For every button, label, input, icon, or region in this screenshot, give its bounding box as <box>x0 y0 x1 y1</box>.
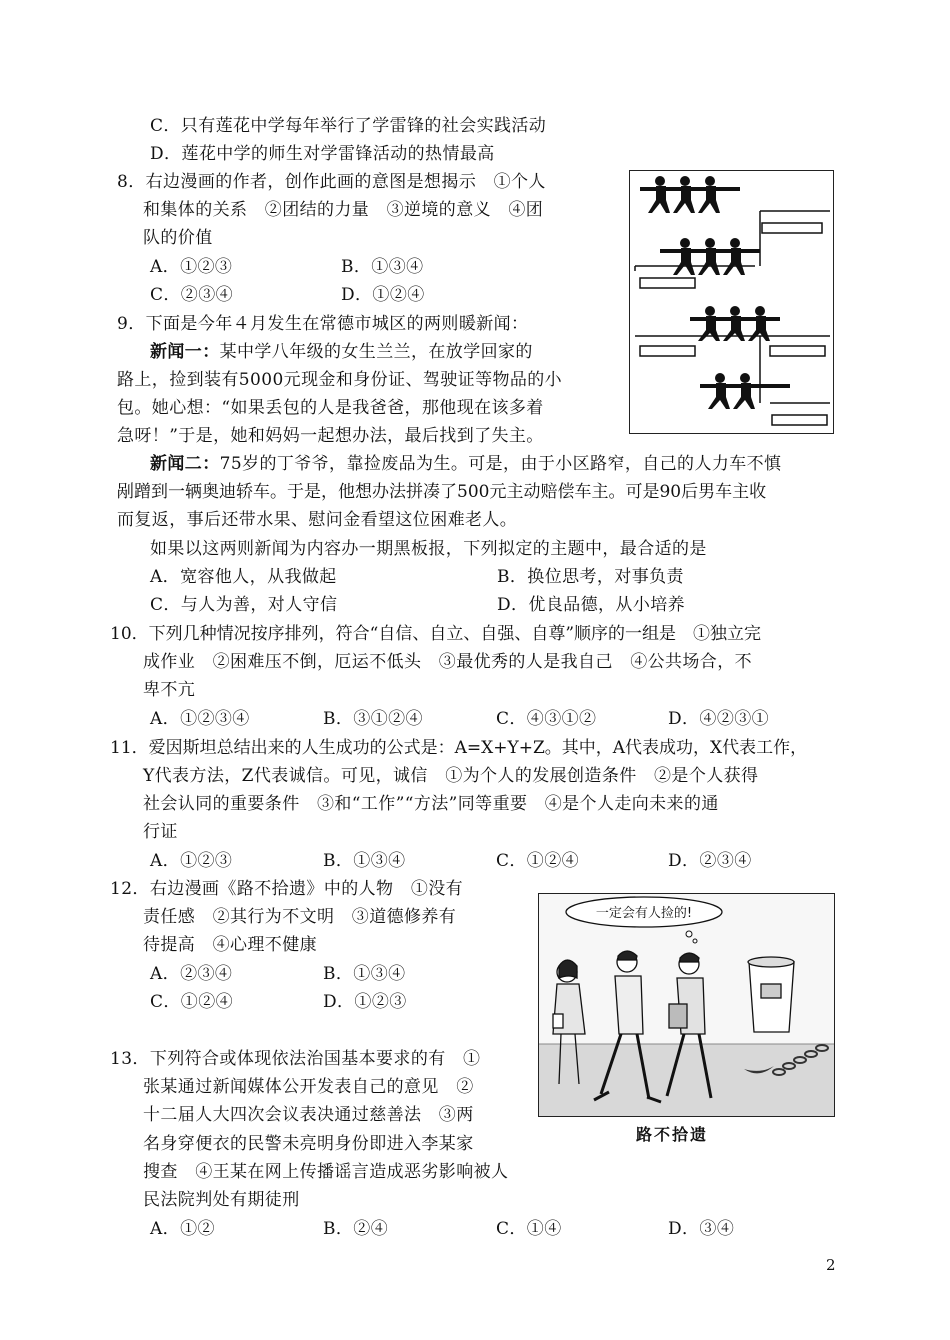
news2-label: 新闻二： <box>150 454 220 474</box>
q13-stem-line2: 张某通过新闻媒体公开发表自己的意见 ② <box>143 1077 474 1097</box>
q9-news1-line1 <box>150 338 533 366</box>
bubble-text: 一定会有人捡的! <box>595 906 693 921</box>
q9-option-b: B．换位思考，对事负责 <box>497 567 684 587</box>
q12-stem-line3: 待提高 ④心理不健康 <box>143 935 317 955</box>
q13-option-b: B．②④ <box>323 1219 389 1239</box>
q9-news1-line2: 路上，捡到装有5000元现金和身份证、驾驶证等物品的小 <box>117 370 563 390</box>
q13-option-d: D．③④ <box>668 1219 735 1239</box>
q8-option-a: A．①②③ <box>150 257 233 277</box>
q11-stem-line1: 11．爱因斯坦总结出来的人生成功的公式是：A=X+Y+Z。其中，A代表成功，X代表工作， <box>110 738 808 758</box>
q13-option-c: C．①④ <box>496 1219 562 1239</box>
cartoon-caption: 路不拾遗 <box>636 1125 709 1144</box>
news1-label: 新闻一： <box>150 342 220 362</box>
page-number: 2 <box>826 1256 836 1274</box>
q11-option-d: D．②③④ <box>668 851 752 871</box>
q12-stem-line1: 12．右边漫画《路不拾遗》中的人物 ①没有 <box>110 879 464 899</box>
q11-stem-line3: 社会认同的重要条件 ③和“工作”“方法”同等重要 ④是个人走向未来的通 <box>143 794 719 814</box>
q12-stem-line2: 责任感 ②其行为不文明 ③道德修养有 <box>143 907 457 927</box>
q8-stem-line1: 8．右边漫画的作者，创作此画的意图是想揭示 ①个人 <box>117 172 546 192</box>
q13-stem-line1: 13．下列符合或体现依法治国基本要求的有 ① <box>110 1049 481 1069</box>
q11-stem-line4: 行证 <box>143 822 178 842</box>
q10-stem-line3: 卑不亢 <box>143 680 196 700</box>
q7-option-d: D．莲花中学的师生对学雷锋活动的热情最高 <box>150 144 495 164</box>
q8-option-b: B．①③④ <box>341 257 424 277</box>
q12-option-d: D．①②③ <box>323 992 407 1012</box>
q11-option-b: B．①③④ <box>323 851 406 871</box>
q10-option-b: B．③①②④ <box>323 709 423 729</box>
q8-option-d: D．①②④ <box>341 285 425 305</box>
q11-option-a: A．①②③ <box>150 851 233 871</box>
q9-stem: 9．下面是今年４月发生在常德市城区的两则暖新闻： <box>117 314 529 334</box>
q8-stem-line2: 和集体的关系 ②团结的力量 ③逆境的意义 ④团 <box>143 200 544 220</box>
q10-option-c: C．④③①② <box>496 709 597 729</box>
q12-option-c: C．①②④ <box>150 992 234 1012</box>
q9-question: 如果以这两则新闻为内容办一期黑板报，下列拟定的主题中，最合适的是 <box>150 539 707 559</box>
q9-option-c: C．与人为善，对人守信 <box>150 595 338 615</box>
q8-stem-line3: 队的价值 <box>143 228 213 248</box>
q13-stem-line5: 搜查 ④王某在网上传播谣言造成恶劣影响被人 <box>143 1162 509 1182</box>
q9-news2-line2: 剐蹭到一辆奥迪轿车。于是，他想办法拼凑了500元主动赔偿车主。可是90后男车主收 <box>117 482 767 502</box>
news1-text: 某中学八年级的女生兰兰，在放学回家的 <box>219 342 533 362</box>
q13-stem-line3: 十二届人大四次会议表决通过慈善法 ③两 <box>143 1105 474 1125</box>
q9-news1-line3: 包。她心想：“如果丢包的人是我爸爸，那他现在该多着 <box>117 398 544 418</box>
news2-text: 75岁的丁爷爷，靠捡废品为生。可是，由于小区路窄，自己的人力车不慎 <box>219 454 782 474</box>
q11-stem-line2: Y代表方法，Z代表诚信。可见，诚信 ①为个人的发展创造条件 ②是个人获得 <box>143 766 759 786</box>
lubushiyi-cartoon-drawing <box>539 894 834 1116</box>
q10-option-d: D．④②③① <box>668 709 770 729</box>
q12-option-a: A．②③④ <box>150 964 233 984</box>
q8-option-c: C．②③④ <box>150 285 234 305</box>
q10-option-a: A．①②③④ <box>150 709 250 729</box>
q9-option-a: A．宽容他人，从我做起 <box>150 567 337 587</box>
q7-option-c: C．只有莲花中学每年举行了学雷锋的社会实践活动 <box>150 116 547 136</box>
q9-news1-line4: 急呀！”于是，她和妈妈一起想办法，最后找到了失主。 <box>117 426 544 446</box>
q10-stem-line1: 10．下列几种情况按序排列，符合“自信、自立、自强、自尊”顺序的一组是 ①独立完 <box>110 624 762 644</box>
q12-option-b: B．①③④ <box>323 964 406 984</box>
q9-news2-line3: 而复返，事后还带水果、慰问金看望这位困难老人。 <box>117 510 518 530</box>
q9-news2-line1 <box>150 450 781 478</box>
teamwork-cartoon-drawing <box>630 171 833 433</box>
q13-stem-line6: 民法院判处有期徒刑 <box>143 1190 300 1210</box>
q13-stem-line4: 名身穿便衣的民警未亮明身份即进入李某家 <box>143 1134 474 1154</box>
lubushiyi-cartoon <box>538 893 835 1117</box>
q9-option-d: D．优良品德，从小培养 <box>497 595 686 615</box>
q11-option-c: C．①②④ <box>496 851 580 871</box>
q10-stem-line2: 成作业 ②困难压不倒，厄运不低头 ③最优秀的人是我自己 ④公共场合，不 <box>143 652 752 672</box>
teamwork-cartoon <box>629 170 834 434</box>
q13-option-a: A．①② <box>150 1219 215 1239</box>
